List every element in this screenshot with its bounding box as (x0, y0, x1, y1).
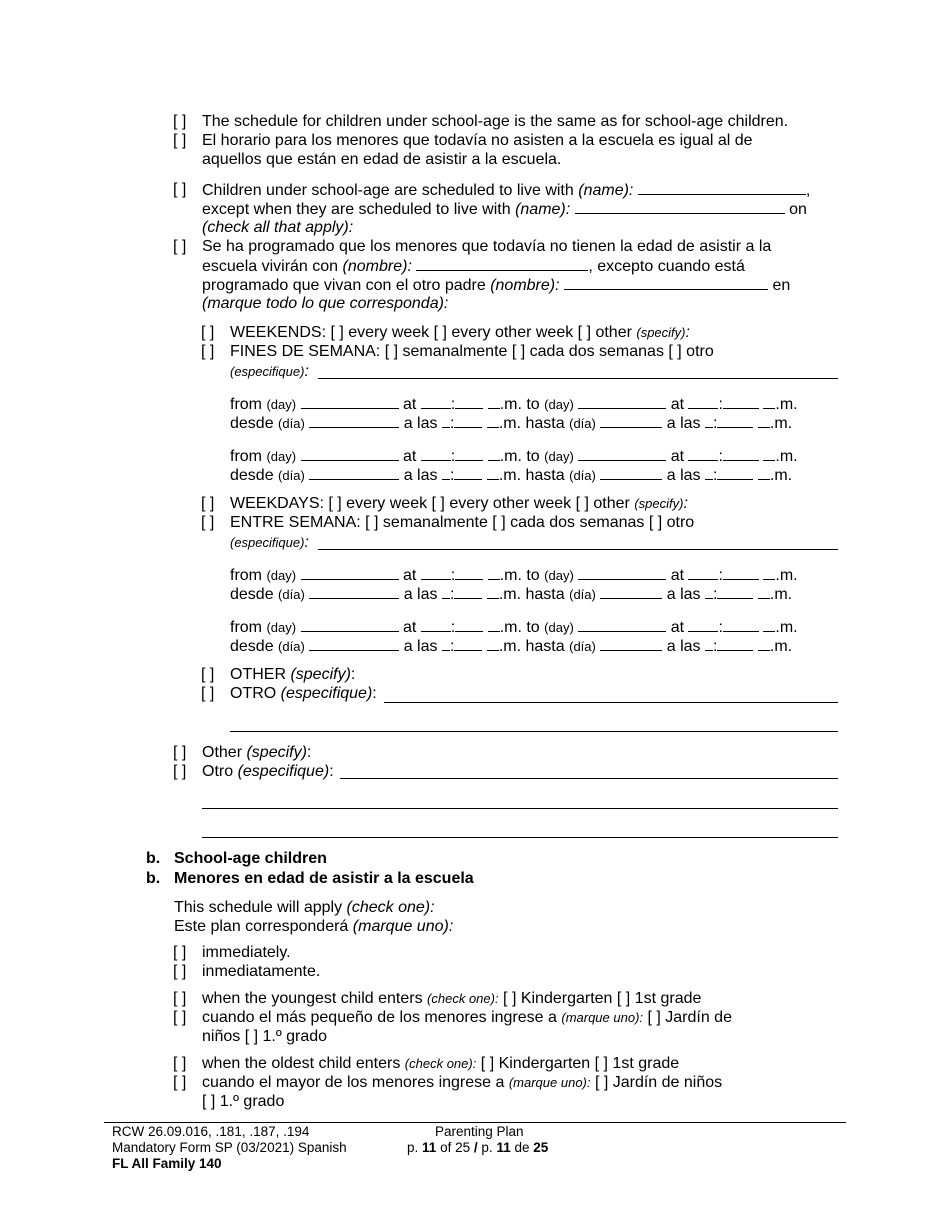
hasta-dia-field[interactable] (600, 636, 662, 651)
hour-field[interactable] (442, 636, 450, 651)
m-hasta-label: .m. hasta (498, 586, 565, 603)
apply-en (174, 898, 435, 917)
checkbox[interactable]: [ ] (201, 666, 215, 683)
checkbox[interactable]: [ ] (173, 181, 187, 198)
excepto-text: , excepto cuando está (588, 258, 745, 275)
oldest-es-2: [ ] 1.º grado (202, 1093, 285, 1110)
name-field[interactable] (575, 199, 785, 214)
footer-divider (104, 1122, 846, 1123)
ampm-field[interactable] (763, 446, 775, 461)
hour-field[interactable] (688, 617, 718, 632)
other-inner-en (230, 665, 355, 684)
m-label: .m. (775, 448, 798, 465)
hasta-dia-field[interactable] (600, 413, 662, 428)
dia-label: (día) (569, 639, 596, 654)
minute-field[interactable] (455, 446, 483, 461)
weekends-es: FINES DE SEMANA: [ ] semanalmente [ ] cada dos semanas [ ] otro (230, 343, 714, 360)
check-one-label: (check one): (346, 899, 435, 916)
a-las-label: a las (403, 638, 438, 655)
section-title-en: School-age children (174, 850, 327, 867)
minute-field[interactable] (454, 584, 482, 599)
day-label: (day) (544, 397, 574, 412)
live-with-en-2 (202, 199, 807, 219)
colon: : (450, 619, 456, 636)
weekdays-desde-row-2 (230, 636, 792, 656)
at-label: at (402, 396, 417, 413)
hour-field[interactable] (421, 565, 451, 580)
weekends-desde-row-1 (230, 413, 792, 433)
day-label: (day) (266, 620, 297, 635)
especifique-label: (especifique) (280, 685, 373, 702)
m-to-label: .m. to (499, 396, 540, 413)
weekdays-from-row-2 (230, 617, 798, 637)
ampm-field[interactable] (758, 584, 770, 599)
from-label: from (230, 567, 262, 584)
dia-label: (día) (278, 639, 305, 654)
de-label: de (514, 1140, 530, 1155)
other-label: OTHER (230, 666, 286, 683)
ampm-field[interactable] (763, 565, 775, 580)
apply-text: This schedule will apply (174, 899, 343, 916)
at-label: at (402, 619, 417, 636)
dia-label: (día) (569, 587, 596, 602)
desde-dia-field[interactable] (309, 413, 399, 428)
specify-label: (specify) (246, 744, 307, 761)
from-day-field[interactable] (301, 394, 399, 409)
footer-fl: FL All Family 140 (112, 1156, 222, 1171)
day-label: (day) (266, 449, 297, 464)
other-outer-line-3[interactable] (202, 837, 838, 838)
otro-label: Otro (202, 763, 234, 780)
weekends-desde-row-2 (230, 465, 792, 485)
checkbox[interactable]: [ ] (173, 132, 187, 149)
m-label: .m. (769, 638, 793, 655)
nombre-field[interactable] (416, 256, 588, 271)
colon: : (718, 619, 723, 636)
footer-form: Mandatory Form SP (03/2021) Spanish (112, 1140, 347, 1155)
minute-field[interactable] (455, 565, 483, 580)
weekdays-en-text: WEEKDAYS: [ ] every week [ ] every other week [ ] other (230, 495, 630, 512)
ampm-field[interactable] (487, 465, 499, 480)
colon: : (304, 534, 309, 551)
dia-label: (día) (569, 468, 596, 483)
name-field[interactable] (638, 180, 806, 195)
ampm-field[interactable] (488, 394, 500, 409)
youngest-es (202, 1008, 732, 1027)
other-inner-es (230, 684, 377, 703)
apply-es (174, 917, 453, 936)
other-outer-line-1[interactable] (340, 778, 838, 779)
other-inner-line-2[interactable] (230, 731, 838, 732)
oldest-es (202, 1073, 722, 1092)
a-las-label: a las (403, 415, 438, 432)
other-label: Other (202, 744, 243, 761)
colon: : (449, 638, 455, 655)
checkbox[interactable]: [ ] (173, 990, 187, 1007)
specify-label: (specify) (636, 325, 686, 340)
footer-page (407, 1140, 548, 1156)
colon: : (306, 744, 312, 761)
oldest-text: when the oldest child enters (202, 1055, 401, 1072)
hour-field[interactable] (421, 394, 451, 409)
weekdays-from-row-1 (230, 565, 798, 585)
specify-label: (specify) (634, 496, 684, 511)
p-label: p. (407, 1140, 419, 1155)
live-with-en-1 (202, 180, 810, 200)
grade-options: [ ] Kindergarten [ ] 1st grade (480, 1055, 680, 1072)
checkbox[interactable]: [ ] (173, 963, 187, 980)
colon: : (685, 324, 690, 341)
checkbox[interactable]: [ ] (173, 944, 187, 961)
nombre-label: (nombre): (490, 277, 560, 294)
weekends-specify-line[interactable] (318, 378, 838, 379)
page-number-es: 11 (496, 1140, 511, 1155)
same-schedule-es-2: aquellos que están en edad de asistir a la escuela. (202, 151, 562, 168)
colon: : (449, 586, 455, 603)
especifique-label: (especifique) (230, 364, 305, 379)
footer-title: Parenting Plan (435, 1124, 524, 1139)
slash: / (473, 1140, 478, 1155)
m-label: .m. (775, 619, 798, 636)
section-title-es: Menores en edad de asistir a la escuela (174, 870, 474, 887)
to-day-field[interactable] (578, 446, 666, 461)
a-las-label: a las (403, 586, 438, 603)
colon: : (329, 763, 334, 780)
hour-field[interactable] (442, 413, 450, 428)
section-letter: b. (146, 850, 161, 867)
grade-options: [ ] Kindergarten [ ] 1st grade (503, 990, 702, 1007)
m-hasta-label: .m. hasta (498, 467, 565, 484)
colon: : (350, 666, 356, 683)
oldest-en (202, 1054, 679, 1073)
except-text: except when they are scheduled to live with (202, 201, 511, 218)
hour-field[interactable] (705, 584, 713, 599)
ampm-field[interactable] (763, 394, 775, 409)
ampm-field[interactable] (758, 413, 770, 428)
m-label: .m. (775, 396, 798, 413)
other-outer-es (202, 762, 334, 781)
live-with-es-2 (202, 256, 745, 276)
dia-label: (día) (278, 587, 305, 602)
checkbox[interactable]: [ ] (173, 763, 187, 780)
hasta-dia-field[interactable] (600, 584, 662, 599)
live-with-es-1: Se ha programado que los menores que todavía no tienen la edad de asistir a la (202, 238, 772, 255)
at-label: at (670, 396, 685, 413)
colon: : (713, 467, 718, 484)
m-to-label: .m. to (499, 448, 540, 465)
otro-label: OTRO (230, 685, 277, 702)
from-day-field[interactable] (301, 565, 399, 580)
youngest-es-text: cuando el más pequeño de los menores ingrese a (202, 1009, 557, 1026)
oldest-es-text: cuando el mayor de los menores ingrese a (202, 1074, 505, 1091)
minute-field[interactable] (455, 617, 483, 632)
ampm-field[interactable] (758, 465, 770, 480)
dia-label: (día) (569, 416, 596, 431)
a-las-label: a las (666, 586, 701, 603)
jardin-option: [ ] Jardín de niños (594, 1074, 723, 1091)
minute-field[interactable] (717, 584, 753, 599)
immediately: immediately. (202, 944, 291, 961)
of-total: of 25 (440, 1140, 471, 1155)
m-hasta-label: .m. hasta (498, 638, 565, 655)
weekdays-en (230, 494, 688, 513)
minute-field[interactable] (454, 636, 482, 651)
colon: : (713, 638, 718, 655)
weekdays-desde-row-1 (230, 584, 792, 604)
a-las-label: a las (666, 467, 701, 484)
ampm-field[interactable] (487, 584, 499, 599)
to-day-field[interactable] (578, 617, 666, 632)
minute-field[interactable] (717, 413, 753, 428)
checkbox[interactable]: [ ] (173, 1074, 187, 1091)
live-with-es-text: escuela vivirán con (202, 258, 339, 275)
at-label: at (670, 567, 685, 584)
weekends-from-row-1 (230, 394, 798, 414)
checkbox[interactable]: [ ] (201, 343, 215, 360)
weekends-especifique (230, 362, 309, 381)
youngest-es-2: niños [ ] 1.º grado (202, 1028, 328, 1045)
a-las-label: a las (666, 638, 701, 655)
colon: : (718, 396, 723, 413)
ampm-field[interactable] (487, 413, 499, 428)
at-label: at (402, 448, 417, 465)
section-letter: b. (146, 870, 161, 887)
live-with-es-3 (202, 275, 790, 295)
marque-uno-label: (marque uno): (508, 1075, 591, 1090)
desde-label: desde (230, 467, 274, 484)
ampm-field[interactable] (487, 636, 499, 651)
dia-label: (día) (278, 416, 305, 431)
ampm-field[interactable] (488, 446, 500, 461)
same-schedule-es-1: El horario para los menores que todavía no asisten a la escuela es igual al de (202, 132, 753, 149)
colon: : (450, 448, 456, 465)
footer-rcw: RCW 26.09.016, .181, .187, .194 (112, 1124, 310, 1139)
youngest-text: when the youngest child enters (202, 990, 423, 1007)
minute-field[interactable] (454, 413, 482, 428)
programado-text: programado que vivan con el otro padre (202, 277, 486, 294)
colon: : (718, 567, 723, 584)
checkbox[interactable]: [ ] (201, 514, 215, 531)
weekends-from-row-2 (230, 446, 798, 466)
check-one-label: (check one): (427, 991, 499, 1006)
m-label: .m. (769, 586, 793, 603)
live-with-text: Children under school-age are scheduled to live with (202, 182, 574, 199)
dia-label: (día) (278, 468, 305, 483)
minute-field[interactable] (717, 636, 753, 651)
especifique-label: (especifique) (230, 535, 305, 550)
minute-field[interactable] (723, 394, 759, 409)
checkbox[interactable]: [ ] (173, 744, 187, 761)
at-label: at (402, 567, 417, 584)
hour-field[interactable] (421, 446, 451, 461)
marque-uno-label: (marque uno): (561, 1010, 644, 1025)
from-label: from (230, 396, 262, 413)
colon: : (713, 415, 718, 432)
nombre-field[interactable] (564, 275, 768, 290)
m-label: .m. (775, 567, 798, 584)
m-label: .m. (769, 415, 793, 432)
minute-field[interactable] (717, 465, 753, 480)
comma: , (805, 182, 811, 199)
hour-field[interactable] (688, 446, 718, 461)
hasta-dia-field[interactable] (600, 465, 662, 480)
desde-dia-field[interactable] (309, 636, 399, 651)
checkbox[interactable]: [ ] (201, 685, 215, 702)
marque-todo-label: (marque todo lo que corresponda): (202, 295, 449, 312)
desde-dia-field[interactable] (309, 584, 399, 599)
name-label: (name): (515, 201, 571, 218)
at-label: at (670, 448, 685, 465)
apply-es-text: Este plan corresponderá (174, 918, 349, 935)
a-las-label: a las (666, 415, 701, 432)
to-day-field[interactable] (578, 565, 666, 580)
minute-field[interactable] (454, 465, 482, 480)
checkbox[interactable]: [ ] (201, 495, 215, 512)
m-to-label: .m. to (499, 619, 540, 636)
ampm-field[interactable] (763, 617, 775, 632)
checkbox[interactable]: [ ] (173, 1055, 187, 1072)
desde-label: desde (230, 586, 274, 603)
total-es: 25 (533, 1140, 549, 1155)
day-label: (day) (266, 397, 297, 412)
check-all-label: (check all that apply): (202, 219, 354, 236)
day-label: (day) (544, 449, 574, 464)
minute-field[interactable] (455, 394, 483, 409)
checkbox[interactable]: [ ] (173, 238, 187, 255)
weekends-en-text: WEEKENDS: [ ] every week [ ] every other week [ ] other (230, 324, 632, 341)
name-label: (name): (578, 182, 634, 199)
colon: : (449, 467, 455, 484)
m-hasta-label: .m. hasta (498, 415, 565, 432)
m-label: .m. (769, 467, 793, 484)
specify-label: (specify) (290, 666, 351, 683)
weekends-en (230, 323, 690, 342)
minute-field[interactable] (723, 565, 759, 580)
day-label: (day) (544, 568, 574, 583)
nombre-label: (nombre): (342, 258, 412, 275)
to-day-field[interactable] (578, 394, 666, 409)
colon: : (450, 396, 456, 413)
youngest-en (202, 989, 701, 1008)
inmediatamente: inmediatamente. (202, 963, 321, 980)
a-las-label: a las (403, 467, 438, 484)
colon: : (450, 567, 456, 584)
weekdays-specify-line[interactable] (318, 549, 838, 550)
colon: : (372, 685, 377, 702)
desde-label: desde (230, 638, 274, 655)
en-text: en (772, 277, 791, 294)
hour-field[interactable] (688, 565, 718, 580)
hour-field[interactable] (705, 636, 713, 651)
day-label: (day) (544, 620, 574, 635)
jardin-option: [ ] Jardín de (647, 1009, 732, 1026)
colon: : (718, 448, 723, 465)
p-label: p. (481, 1140, 493, 1155)
check-one-label: (check one): (404, 1056, 477, 1071)
m-to-label: .m. to (499, 567, 540, 584)
checkbox[interactable]: [ ] (173, 113, 187, 130)
day-label: (day) (266, 568, 297, 583)
from-day-field[interactable] (301, 617, 399, 632)
from-label: from (230, 448, 262, 465)
especifique-label: (especifique) (237, 763, 330, 780)
hour-field[interactable] (688, 394, 718, 409)
hour-field[interactable] (705, 465, 713, 480)
from-label: from (230, 619, 262, 636)
hour-field[interactable] (442, 584, 450, 599)
ampm-field[interactable] (488, 617, 500, 632)
weekdays-especifique (230, 533, 309, 552)
colon: : (304, 363, 309, 380)
checkbox[interactable]: [ ] (173, 1009, 187, 1026)
from-day-field[interactable] (301, 446, 399, 461)
other-outer-line-2[interactable] (202, 808, 838, 809)
weekdays-es: ENTRE SEMANA: [ ] semanalmente [ ] cada dos semanas [ ] otro (230, 514, 695, 531)
desde-dia-field[interactable] (309, 465, 399, 480)
minute-field[interactable] (723, 617, 759, 632)
other-inner-line-1[interactable] (384, 702, 838, 703)
on-text: on (789, 201, 807, 218)
ampm-field[interactable] (758, 636, 770, 651)
colon: : (713, 586, 718, 603)
hour-field[interactable] (442, 465, 450, 480)
colon: : (683, 495, 688, 512)
page-number: 11 (422, 1140, 437, 1155)
at-label: at (670, 619, 685, 636)
hour-field[interactable] (705, 413, 713, 428)
ampm-field[interactable] (488, 565, 500, 580)
colon: : (449, 415, 455, 432)
minute-field[interactable] (723, 446, 759, 461)
checkbox[interactable]: [ ] (201, 324, 215, 341)
other-outer-en (202, 743, 311, 762)
same-schedule-en: The schedule for children under school-age is the same as for school-age children. (202, 113, 789, 130)
desde-label: desde (230, 415, 274, 432)
hour-field[interactable] (421, 617, 451, 632)
marque-uno-label: (marque uno): (352, 918, 454, 935)
